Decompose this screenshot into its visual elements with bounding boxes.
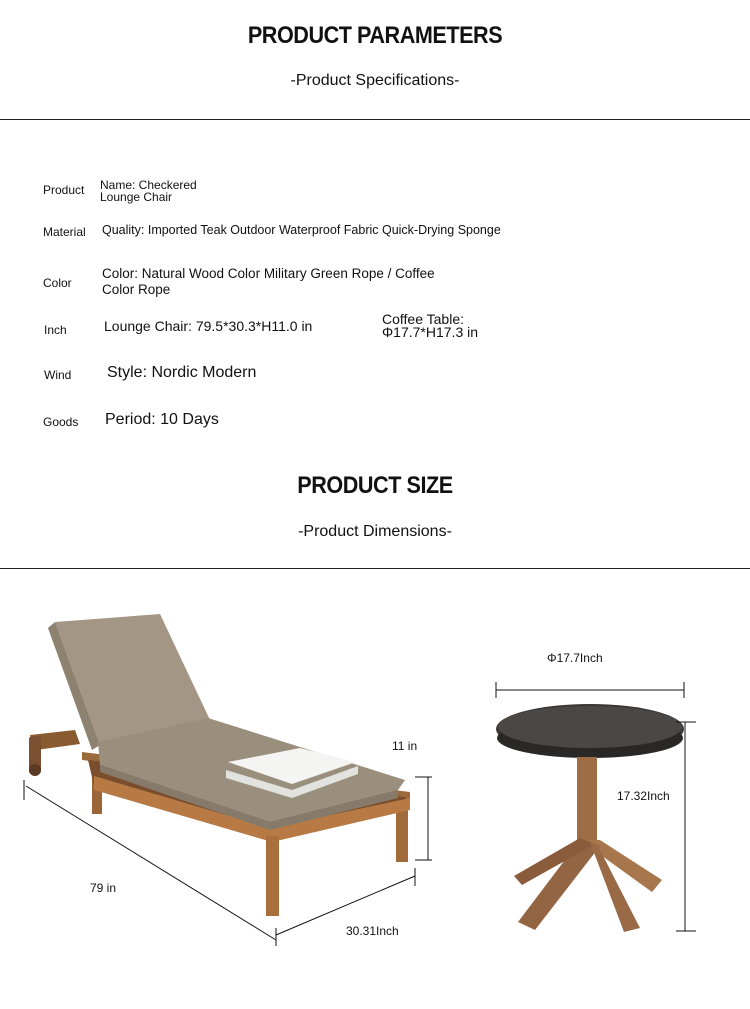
table-height-label: 17.32Inch — [617, 789, 670, 803]
spec-value-table-line2: Φ17.7*H17.3 in — [382, 324, 479, 340]
table-diameter-label: Φ17.7Inch — [547, 651, 603, 665]
spec-label-product: Product — [43, 183, 85, 197]
lounge-chair-image — [29, 614, 410, 916]
spec-value-product-line2: Lounge Chair — [100, 190, 173, 204]
spec-label-material: Material — [43, 225, 86, 239]
spec-value-style: Style: Nordic Modern — [107, 364, 257, 381]
spec-value-color-line1: Color: Natural Wood Color Military Green Rope / Coffee — [102, 266, 435, 281]
spec-value-chair-size: Lounge Chair: 79.5*30.3*H11.0 in — [104, 318, 313, 334]
spec-value-product-line1: Name: Checkered — [100, 178, 197, 192]
parameters-subtitle: -Product Specifications- — [290, 72, 460, 89]
spec-label-wind: Wind — [44, 368, 72, 382]
spec-value-period: Period: 10 Days — [105, 411, 219, 428]
spec-value-material: Quality: Imported Teak Outdoor Waterproof Fabric Quick-Drying Sponge — [102, 223, 501, 237]
chair-width-label: 30.31Inch — [346, 924, 399, 938]
spec-label-color: Color — [43, 276, 72, 290]
chair-length-label: 79 in — [90, 881, 117, 895]
spec-value-color-line2: Color Rope — [102, 282, 171, 297]
size-subtitle: -Product Dimensions- — [298, 523, 452, 540]
spec-value-table-line1: Coffee Table: — [382, 311, 464, 327]
spec-label-goods: Goods — [43, 415, 79, 429]
spec-label-inch: Inch — [44, 323, 67, 337]
coffee-table-image — [496, 704, 684, 932]
chair-height-label: 11 in — [392, 739, 418, 753]
size-title: PRODUCT SIZE — [297, 472, 453, 499]
parameters-title: PRODUCT PARAMETERS — [247, 22, 503, 49]
